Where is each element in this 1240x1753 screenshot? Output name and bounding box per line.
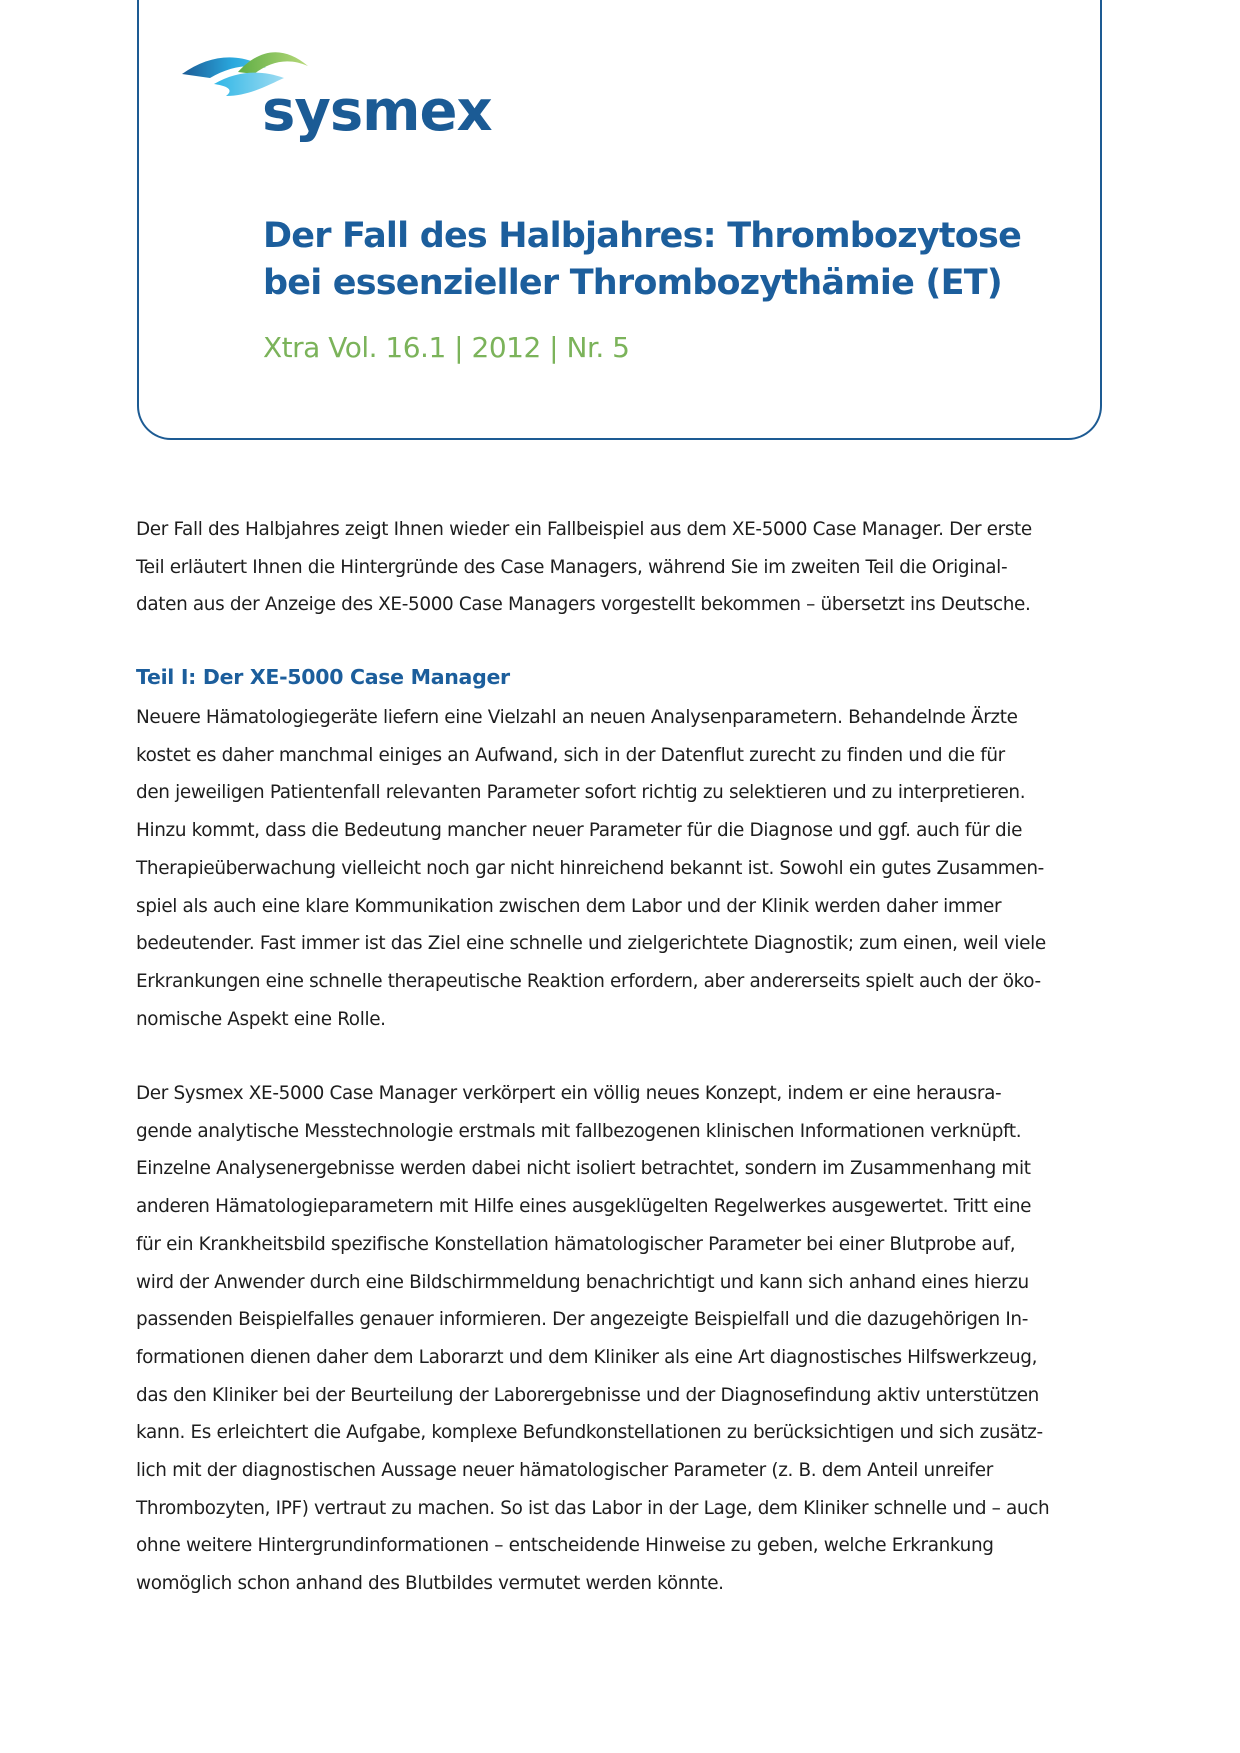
body-paragraph-1 [136, 699, 1102, 1038]
text-line: nomische Aspekt eine Rolle. [136, 1008, 386, 1030]
text-line: Hinzu kommt, dass die Bedeutung mancher neuer Parameter für die Diagnose und ggf. auch für die [136, 820, 1023, 842]
text-line: daten aus der Anzeige des XE-5000 Case Managers vorgestellt bekommen – übersetzt ins Deutsche. [136, 594, 1031, 616]
text-line: Therapieüberwachung vielleicht noch gar nicht hinreichend bekannt ist. Sowohl ein gutes Zusammen- [136, 857, 1044, 879]
sysmex-logo [180, 44, 490, 144]
text-line: Neuere Hämatologiegeräte liefern eine Vielzahl an neuen Analysenparametern. Behandelnde Ärzte [136, 707, 1018, 728]
intro-paragraph [136, 511, 1102, 624]
text-line: ohne weitere Hintergrundinformationen – entscheidende Hinweise zu geben, welche Erkrankung [136, 1535, 994, 1557]
text-line: Der Sysmex XE-5000 Case Manager verkörpert ein völlig neues Konzept, indem er eine herausra- [136, 1083, 1002, 1104]
text-line: Einzelne Analysenergebnisse werden dabei nicht isoliert betrachtet, sondern im Zusammenhang mit [136, 1158, 1031, 1180]
sysmex-wordmark: sysmex [262, 79, 492, 144]
text-line: kostet es daher manchmal einiges an Aufwand, sich in der Datenflut zurecht zu finden und die für [136, 744, 1005, 766]
text-line: gende analytische Messtechnologie erstmals mit fallbezogenen klinischen Informationen verknüpft. [136, 1120, 1022, 1142]
issue-subtitle: Xtra Vol. 16.1 | 2012 | Nr. 5 [263, 331, 630, 364]
title-line: Der Fall des Halbjahres: Thrombozytose [263, 216, 1022, 256]
text-line: lich mit der diagnostischen Aussage neuer hämatologischer Parameter (z. B. dem Anteil unreifer [136, 1460, 993, 1482]
text-line: den jeweiligen Patientenfall relevanten Parameter sofort richtig zu selektieren und zu interpretieren. [136, 782, 1026, 804]
text-line: passenden Beispielfalles genauer informieren. Der angezeigte Beispielfall und die dazugehörigen In- [136, 1309, 1028, 1331]
text-line: Thrombozyten, IPF) vertraut zu machen. So ist das Labor in der Lage, dem Kliniker schnelle und – auch [136, 1497, 1050, 1519]
text-line: Erkrankungen eine schnelle therapeutische Reaktion erfordern, aber andererseits spielt auch der öko- [136, 970, 1041, 992]
text-line: spiel als auch eine klare Kommunikation zwischen dem Labor und der Klinik werden daher immer [136, 895, 1002, 917]
page-title [263, 213, 1083, 307]
text-line: anderen Hämatologieparametern mit Hilfe eines ausgeklügelten Regelwerkes ausgewertet. Tritt eine [136, 1196, 1032, 1218]
text-line: wird der Anwender durch eine Bildschirmmeldung benachrichtigt und kann sich anhand eines hierzu [136, 1271, 1029, 1293]
text-line: bedeutender. Fast immer ist das Ziel eine schnelle und zielgerichtete Diagnostik; zum einen, weil viele [136, 933, 1046, 955]
text-line: Teil erläutert Ihnen die Hintergründe des Case Managers, während Sie im zweiten Teil die Original- [136, 556, 1008, 578]
text-line: kann. Es erleichtert die Aufgabe, komplexe Befundkonstellationen zu berücksichtigen und sich zusätz- [136, 1422, 1043, 1444]
section-heading: Teil I: Der XE-5000 Case Manager [136, 665, 510, 689]
text-line: formationen dienen daher dem Laborarzt und dem Kliniker als eine Art diagnostisches Hilfswerkzeug, [136, 1346, 1038, 1368]
title-line: bei essenzieller Thrombozythämie (ET) [263, 263, 1002, 303]
body-paragraph-2 [136, 1075, 1102, 1603]
text-line: für ein Krankheitsbild spezifische Konstellation hämatologischer Parameter bei einer Blutprobe auf, [136, 1233, 1016, 1255]
text-line: Der Fall des Halbjahres zeigt Ihnen wieder ein Fallbeispiel aus dem XE-5000 Case Manager. Der erste [136, 519, 1032, 540]
text-line: das den Kliniker bei der Beurteilung der Laborergebnisse und der Diagnosefindung aktiv unterstützen [136, 1384, 1039, 1406]
text-line: womöglich schon anhand des Blutbildes vermutet werden könnte. [136, 1573, 724, 1595]
